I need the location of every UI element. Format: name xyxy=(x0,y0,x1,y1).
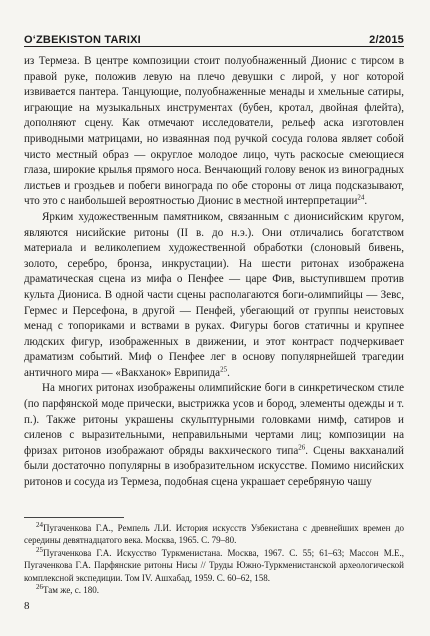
footnote-ref-25[interactable]: 25 xyxy=(220,365,228,374)
footnote-ref-24[interactable]: 24 xyxy=(357,193,365,202)
page-number: 8 xyxy=(24,600,30,612)
paragraph-3: На многих ритонах изображены олимпийские боги в синкретическом стиле (по парфянской моде прически, выстрижка усов и бород, элементы одежды и т. п.). Также ритоны украшены скульптурными головками нимф, сатиров и силенов с выразительными, неправильными чертами лиц; композиции на фризах ритонов изображают обряды вакхического типа$^{26}$. Сцены вакханалий были достаточно популярны в изобразительном искусстве. Помимо нисийских ритонов и сосуда из Термеза, подобная сцена украшает серебряную чашу xyxy=(24,382,404,489)
issue-number: 2/2015 xyxy=(369,34,404,46)
footnote-25: $^{25}$Пугаченкова Г.А. Искусство Туркменистана. Москва, 1967. С. 55; 61–63; Массон М.Е., Пугаченкова Г.А. Парфянские ритоны Нисы // Труды Южно-Туркменистанской археологической комплексной экспедиции. Том IV. Ашхабад, 1959. С. 60–62, 158. xyxy=(24,545,404,583)
footnote-ref-26[interactable]: 26 xyxy=(298,443,306,452)
paragraph-2: Ярким художественным памятником, связанным с дионисийским кругом, являются нисийские ритоны (II в. до н.э.). Они отличались богатством материала и великолепием художественной обработки (слоновый бивень, золото, серебро, бронза, инкрустации). На шести ритонах изображена драматическая сцена из мифа о Пенфее — царе Фив, выступившем против культа Диониса. В одной части сцены располагаются боги-олимпийцы — Зевс, Гермес и Персефона, в другой — Пенфей, убегающий от группы неистовых менад с топориками и вствами в руках. Фигуры богов статичны и крупнее людских фигур, изображенных в движении, и этот контраст подчеркивает драматизм событий. Миф о Пенфее лег в основу популярнейшей трагедии античного мира — «Вакханок» Еврипида$^{25}$. xyxy=(24,210,404,379)
main-text xyxy=(24,54,404,491)
footnote-26: $^{26}$Там же, с. 180. xyxy=(36,583,100,596)
paragraph-1: из Термеза. В центре композиции стоит полуобнаженный Дионис с тирсом в правой руке, положив левую на плечо девушки с лирой, у ног которой извивается пантера. Танцующие, полуобнаженные менады и хмельные сатиры, играющие на музыкальных инструментах (бубен, кротал, двойная флейта), дополняют сцену. Как отмечают исследователи, рельеф аска изготовлен приводными матрицами, но изваянная под ручкой сосуда голова являет собой чисто местный образ — округлое молодое лицо, чуть раскосые смеющиеся глаза, широкие крылья прямого носа. Венчающий голову венок из виноградных листьев и гроздьев и побеги винограда по обе стороны от лица подсказывают, что это с наибольшей вероятностью Дионис в местной интерпретации$^{24}$. xyxy=(24,55,404,208)
running-header xyxy=(24,28,404,47)
footnote-divider xyxy=(24,517,124,518)
footnote-24: $^{24}$Пугаченкова Г.А., Ремпель Л.И. История искусств Узбекистана с древнейших времен до середины девятнадцатого века. Москва, 1965. С. 79–80. xyxy=(24,521,404,546)
footnotes xyxy=(24,522,404,596)
journal-title: O‘ZBEKISTON TARIXI xyxy=(24,34,141,46)
